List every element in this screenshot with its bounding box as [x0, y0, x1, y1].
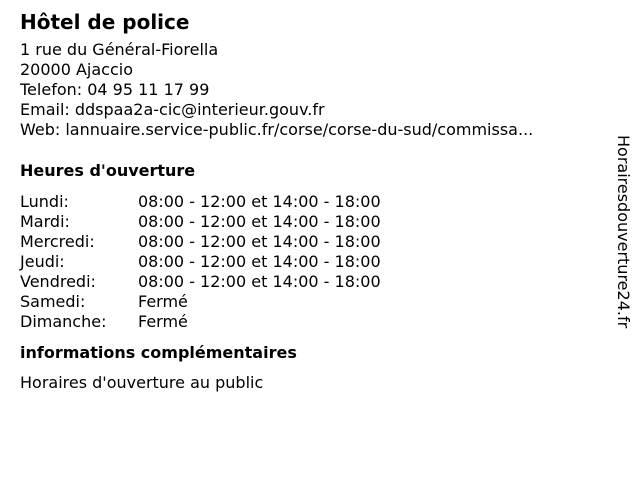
address-block [20, 40, 600, 140]
day-label: Samedi: [20, 292, 86, 311]
hours-row-tuesday [20, 212, 600, 232]
site-watermark: Horairesdouverture24.fr [614, 135, 633, 329]
day-hours: 08:00 - 12:00 et 14:00 - 18:00 [138, 272, 381, 291]
hours-row-sunday [20, 312, 600, 332]
additional-info-heading: informations complémentaires [20, 343, 297, 362]
opening-hours-table [20, 192, 600, 332]
day-label: Lundi: [20, 192, 69, 211]
hours-row-wednesday [20, 232, 600, 252]
day-label: Vendredi: [20, 272, 96, 291]
hours-row-thursday [20, 252, 600, 272]
phone-number[interactable]: Telefon: 04 95 11 17 99 [20, 80, 210, 99]
additional-info-text: Horaires d'ouverture au public [20, 373, 264, 392]
day-hours: 08:00 - 12:00 et 14:00 - 18:00 [138, 192, 381, 211]
email-link[interactable]: Email: ddspaa2a-cic@interieur.gouv.fr [20, 100, 325, 119]
listing-content [20, 10, 600, 393]
day-label: Mardi: [20, 212, 70, 231]
day-label: Dimanche: [20, 312, 107, 331]
day-hours: Fermé [138, 292, 188, 311]
hours-row-saturday [20, 292, 600, 312]
website-link[interactable]: Web: lannuaire.service-public.fr/corse/corse-du-sud/commissa... [20, 120, 534, 139]
hours-row-friday [20, 272, 600, 292]
hours-row-monday [20, 192, 600, 212]
day-hours: 08:00 - 12:00 et 14:00 - 18:00 [138, 232, 381, 251]
page-title: Hôtel de police [20, 10, 190, 34]
street-address: 1 rue du Général-Fiorella [20, 40, 219, 59]
day-hours: 08:00 - 12:00 et 14:00 - 18:00 [138, 252, 381, 271]
city-postcode: 20000 Ajaccio [20, 60, 134, 79]
day-label: Mercredi: [20, 232, 95, 251]
day-hours: 08:00 - 12:00 et 14:00 - 18:00 [138, 212, 381, 231]
day-hours: Fermé [138, 312, 188, 331]
opening-hours-heading: Heures d'ouverture [20, 161, 196, 180]
day-label: Jeudi: [20, 252, 65, 271]
